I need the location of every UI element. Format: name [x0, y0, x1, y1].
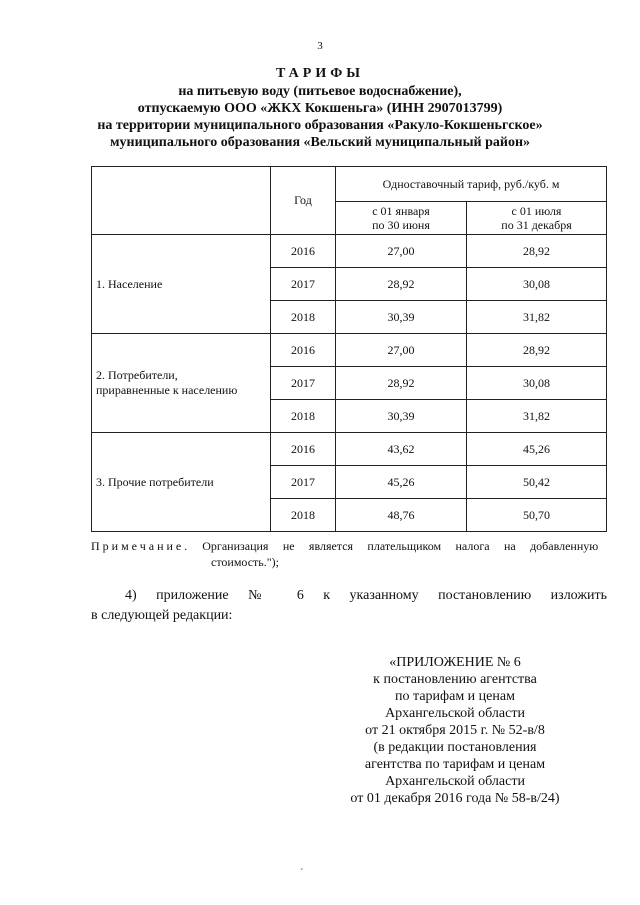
appendix-line: от 21 октября 2015 г. № 52-в/8	[365, 723, 545, 738]
tariff-cell: 28,92	[467, 334, 607, 367]
tariff-cell: 43,62	[336, 433, 467, 466]
tariff-cell: 50,42	[467, 466, 607, 499]
category-label: 1. Население	[96, 276, 163, 291]
header-tariff: Одноставочный тариф, руб./куб. м	[336, 167, 607, 202]
category-label: 2. Потребители,	[96, 368, 178, 382]
appendix-line: агентства по тарифам и ценам	[364, 757, 546, 772]
year-cell: 2018	[271, 301, 336, 334]
paragraph-line: 4) приложение № 6 к указанному постановлению изложить	[125, 588, 607, 603]
table-row	[92, 433, 607, 466]
header-period-1-line: с 01 января	[372, 204, 430, 218]
category-label: 3. Прочие потребители	[96, 474, 214, 489]
header-year: Год	[271, 167, 336, 235]
tariff-cell: 31,82	[467, 301, 607, 334]
header-empty-cell	[92, 167, 271, 235]
title-subtitle-line: муниципального образования «Вельский муниципальный район»	[109, 135, 531, 150]
note-text: стоимость.");	[211, 555, 279, 569]
table-row	[92, 334, 607, 367]
appendix-line: Архангельской области	[385, 774, 525, 789]
note-label: Примечание.	[91, 539, 191, 553]
tariff-cell: 27,00	[336, 334, 467, 367]
appendix-header	[330, 654, 580, 807]
tariff-cell: 45,26	[336, 466, 467, 499]
appendix-line: Архангельской области	[385, 706, 525, 721]
tariff-cell: 27,00	[336, 235, 467, 268]
header-period-2-line: по 31 декабря	[501, 218, 572, 232]
category-label: приравненные к населению	[96, 383, 238, 397]
table-note	[91, 538, 607, 569]
title-subtitle-line: отпускаемую ООО «ЖКХ Кокшеньга» (ИНН 2907013799)	[137, 101, 503, 116]
tariff-table	[91, 166, 607, 532]
year-cell: 2018	[271, 400, 336, 433]
year-cell: 2018	[271, 499, 336, 532]
year-cell: 2016	[271, 334, 336, 367]
category-cell	[92, 334, 271, 433]
tariff-cell: 30,08	[467, 268, 607, 301]
tariff-cell: 45,26	[467, 433, 607, 466]
tariff-cell: 31,82	[467, 400, 607, 433]
table-row	[92, 235, 607, 268]
header-period-2-line: с 01 июля	[511, 204, 562, 218]
scan-mark: ˊ	[300, 868, 304, 879]
tariff-cell: 28,92	[467, 235, 607, 268]
year-cell: 2016	[271, 433, 336, 466]
appendix-line: «ПРИЛОЖЕНИЕ № 6	[389, 655, 521, 670]
appendix-line: к постановлению агентства	[373, 672, 537, 687]
tariff-cell: 50,70	[467, 499, 607, 532]
tariff-cell: 48,76	[336, 499, 467, 532]
tariff-cell: 30,08	[467, 367, 607, 400]
year-cell: 2017	[271, 367, 336, 400]
paragraph-line: в следующей редакции:	[91, 608, 233, 623]
title-subtitle-line: на питьевую воду (питьевое водоснабжение),	[178, 84, 462, 99]
document-title: ТАРИФЫ	[276, 66, 364, 81]
header-period-1	[336, 202, 467, 235]
note-text: Организация не является плательщиком налога на добавленную	[202, 539, 599, 553]
year-cell: 2017	[271, 466, 336, 499]
year-cell: 2017	[271, 268, 336, 301]
appendix-line: от 01 декабря 2016 года № 58-в/24)	[350, 791, 560, 806]
tariff-cell: 28,92	[336, 268, 467, 301]
appendix-line: (в редакции постановления	[373, 740, 537, 755]
title-subtitle-line: на территории муниципального образования «Ракуло-Кокшеньгское»	[97, 118, 543, 133]
tariff-cell: 28,92	[336, 367, 467, 400]
year-cell: 2016	[271, 235, 336, 268]
header-period-1-line: по 30 июня	[372, 218, 430, 232]
body-paragraph	[91, 586, 607, 626]
tariff-cell: 30,39	[336, 301, 467, 334]
appendix-line: по тарифам и ценам	[395, 689, 515, 704]
category-cell	[92, 433, 271, 532]
tariff-cell: 30,39	[336, 400, 467, 433]
table-header-row	[92, 167, 607, 202]
header-period-2	[467, 202, 607, 235]
category-cell	[92, 235, 271, 334]
page-number: 3	[317, 40, 323, 52]
